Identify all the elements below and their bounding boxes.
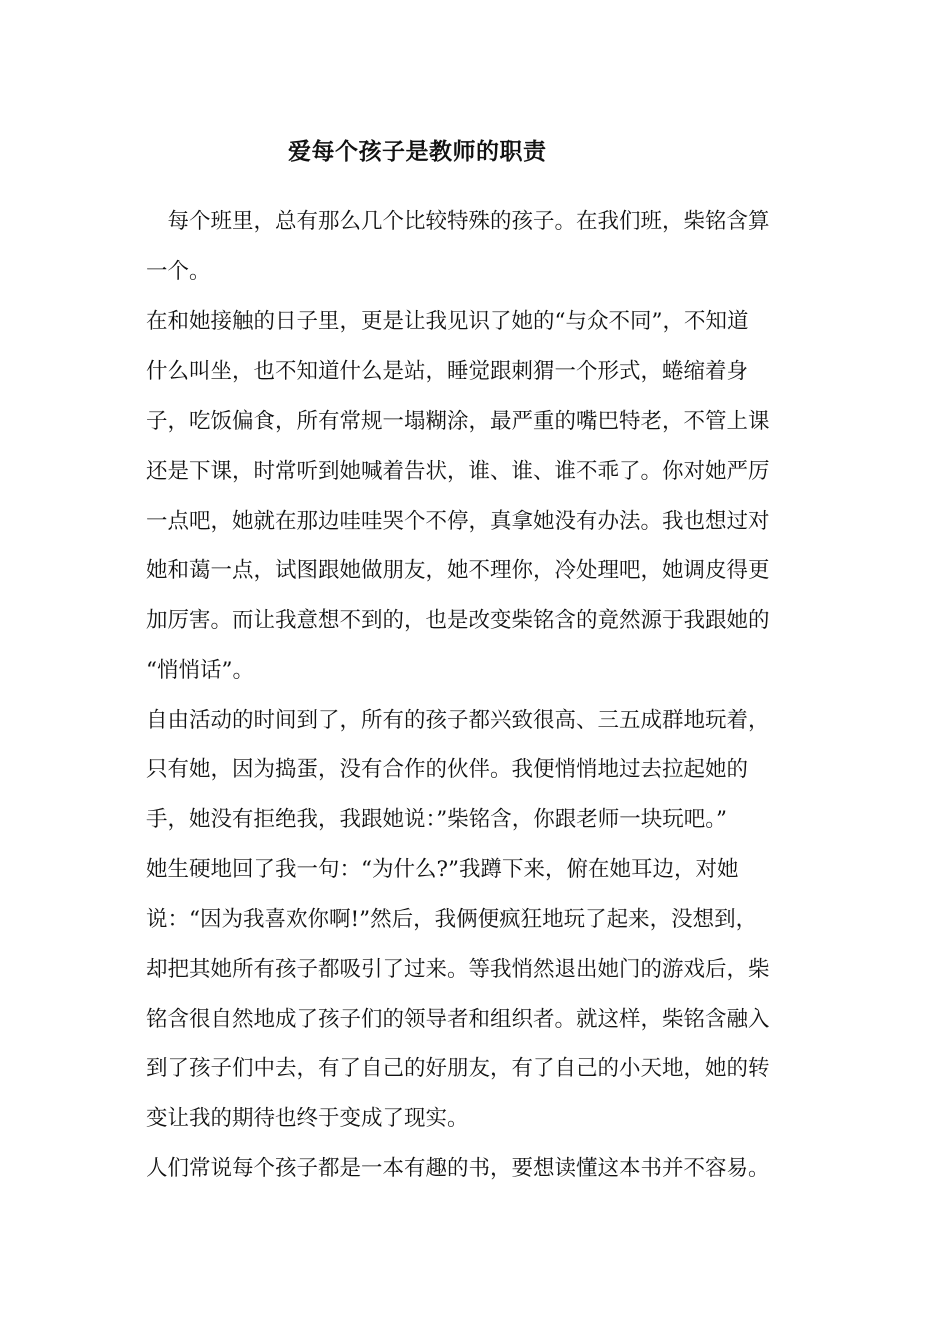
- body-line: 变让我的期待也终于变成了现实。: [146, 1106, 469, 1131]
- body-line: 却把其她所有孩子都吸引了过来。等我悄然退出她门的游戏后，柴: [146, 957, 770, 982]
- body-line: 一个。: [146, 259, 211, 284]
- body-line: 她和蔼一点，试图跟她做朋友，她不理你，冷处理吧，她调皮得更: [146, 558, 770, 583]
- body-line: 她生硬地回了我一句：“为什么?”我蹲下来，俯在她耳边，对她: [146, 857, 739, 882]
- body-line: 到了孩子们中去，有了自己的好朋友，有了自己的小天地，她的转: [146, 1056, 770, 1081]
- body-line: 铭含很自然地成了孩子们的领导者和组织者。就这样，柴铭含融入: [146, 1007, 770, 1032]
- document-title: 爱每个孩子是教师的职责: [288, 138, 547, 165]
- body-line: 自由活动的时间到了，所有的孩子都兴致很高、三五成群地玩着，: [146, 708, 770, 733]
- body-line: “悄悄话”。: [146, 658, 254, 683]
- body-line: 什么叫坐，也不知道什么是站，睡觉跟刺猬一个形式，蜷缩着身: [146, 359, 749, 384]
- body-line: 只有她，因为捣蛋，没有合作的伙伴。我便悄悄地过去拉起她的: [146, 757, 749, 782]
- body-line: 人们常说每个孩子都是一本有趣的书，要想读懂这本书并不容易。: [146, 1156, 770, 1181]
- body-line: 加厉害。而让我意想不到的，也是改变柴铭含的竟然源于我跟她的: [146, 608, 770, 633]
- body-line: 一点吧，她就在那边哇哇哭个不停，真拿她没有办法。我也想过对: [146, 509, 770, 534]
- body-line: 每个班里，总有那么几个比较特殊的孩子。在我们班，柴铭含算: [146, 209, 770, 234]
- body-line: 子，吃饭偏食，所有常规一塌糊涂，最严重的嘴巴特老，不管上课: [146, 409, 770, 434]
- body-line: 还是下课，时常听到她喊着告状，谁、谁、谁不乖了。你对她严厉: [146, 459, 770, 484]
- body-line: 说：“因为我喜欢你啊!”然后，我俩便疯狂地玩了起来，没想到，: [146, 907, 758, 932]
- body-line: 手，她没有拒绝我，我跟她说：”柴铭含，你跟老师一块玩吧。”: [146, 807, 727, 832]
- body-line: 在和她接触的日子里，更是让我见识了她的“与众不同”，不知道: [146, 309, 749, 334]
